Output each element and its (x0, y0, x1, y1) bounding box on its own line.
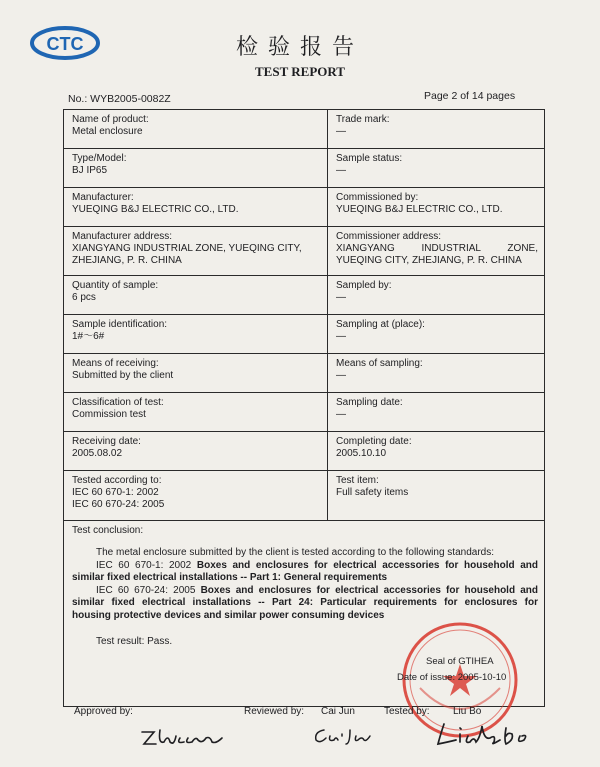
sample-identification-cell (64, 315, 328, 354)
approver-signature (138, 724, 228, 750)
field-value: IEC 60 670-24: 2005 (72, 499, 165, 510)
field-label: Classification of test: (72, 397, 164, 408)
logo-text: CTC (46, 34, 84, 54)
conclusion-intro: The metal enclosure submitted by the client is tested according to the following standards: (96, 547, 494, 558)
field-label: Tested according to: (72, 475, 162, 486)
field-value: — (336, 292, 346, 303)
table-row (64, 110, 545, 149)
field-value: XIANGYANG INDUSTRIAL ZONE, (336, 243, 538, 254)
tester-signature (430, 720, 540, 750)
sampling-place-cell (328, 315, 545, 354)
field-label: Sample identification: (72, 319, 168, 330)
field-value: BJ IP65 (72, 165, 108, 176)
standard-2-title-cont-2: housing protective devices and similar power consuming devices (72, 609, 385, 621)
field-value: YUEQING B&J ELECTRIC CO., LTD. (336, 204, 503, 215)
classification-cell (64, 393, 328, 432)
standard-1-title-cont: similar fixed electrical installations -- Part 1: General requirements (72, 572, 388, 583)
table-row (64, 227, 545, 276)
means-of-sampling-cell (328, 354, 545, 393)
commissioner-address-cell (328, 227, 545, 276)
test-result: Test result: Pass. (96, 636, 173, 647)
tested-according-cell (64, 471, 328, 521)
field-label: Commissioner address: (336, 231, 442, 242)
table-row (64, 276, 545, 315)
standard-1-line (72, 560, 538, 573)
standard-2-title: Boxes and enclosures for electrical accessories for household and (200, 584, 538, 596)
standard-1-title: Boxes and enclosures for electrical accessories for household and (196, 559, 538, 571)
quantity-cell (64, 276, 328, 315)
field-value: IEC 60 670-1: 2002 (72, 487, 159, 498)
field-value: Full safety items (336, 487, 409, 498)
conclusion-body (72, 547, 538, 622)
table-row (64, 354, 545, 393)
field-label: Receiving date: (72, 436, 141, 447)
field-label: Sampling at (place): (336, 319, 425, 330)
field-value: YUEQING B&J ELECTRIC CO., LTD. (72, 204, 239, 215)
sampling-date-cell (328, 393, 545, 432)
field-value: Commission test (72, 409, 146, 420)
field-value: 2005.08.02 (72, 448, 123, 459)
page-count: Page 2 of 14 pages (424, 90, 516, 102)
reviewed-by-label: Reviewed by: (244, 706, 305, 717)
field-label: Means of receiving: (72, 358, 159, 369)
table-row (64, 471, 545, 521)
field-value: 2005.10.10 (336, 448, 387, 459)
field-label: Commissioned by: (336, 192, 419, 203)
table-row (64, 315, 545, 354)
field-value: — (336, 370, 346, 381)
trade-mark-cell (328, 110, 545, 149)
field-label: Manufacturer: (72, 192, 134, 203)
field-label: Completing date: (336, 436, 412, 447)
conclusion-title: Test conclusion: (72, 525, 144, 536)
manufacturer-address-cell (64, 227, 328, 276)
table-row (64, 393, 545, 432)
commissioned-by-cell (328, 188, 545, 227)
standard-2-code: IEC 60 670-24: 2005 (96, 584, 201, 596)
tested-by-label: Tested by: (384, 706, 430, 717)
manufacturer-cell (64, 188, 328, 227)
sample-status-cell (328, 149, 545, 188)
field-value: — (336, 331, 346, 342)
field-value: YUEQING CITY, ZHEJIANG, P. R. CHINA (336, 255, 522, 266)
test-item-cell (328, 471, 545, 521)
field-label: Test item: (336, 475, 379, 486)
field-label: Sample status: (336, 153, 403, 164)
field-value: XIANGYANG INDUSTRIAL ZONE, YUEQING CITY, ZHEJIANG, P. R. CHINA (72, 243, 302, 266)
type-model-cell (64, 149, 328, 188)
title-english: TEST REPORT (255, 64, 345, 79)
table-row (64, 188, 545, 227)
field-label: Trade mark: (336, 114, 390, 125)
field-label: Sampling date: (336, 397, 403, 408)
field-value: 6 pcs (72, 292, 96, 303)
issue-date: Date of issue: 2005-10-10 (397, 672, 507, 683)
field-label: Quantity of sample: (72, 280, 159, 291)
table-row (64, 432, 545, 471)
field-value: — (336, 165, 346, 176)
field-value: 1#～6# (72, 331, 105, 342)
field-value: Metal enclosure (72, 126, 143, 137)
title-chinese: 检验报告 (235, 35, 364, 60)
receiving-date-cell (64, 432, 328, 471)
table-row (64, 149, 545, 188)
completing-date-cell (328, 432, 545, 471)
name-of-product-cell (64, 110, 328, 149)
means-of-receiving-cell (64, 354, 328, 393)
field-value: Submitted by the client (72, 370, 174, 381)
approved-by-label: Approved by: (74, 706, 133, 717)
field-label: Sampled by: (336, 280, 392, 291)
tested-by-name: Liu Bo (453, 706, 482, 717)
field-label: Means of sampling: (336, 358, 423, 369)
report-number: No.: WYB2005-0082Z (68, 93, 171, 105)
seal-name: Seal of GTIHEA (426, 656, 494, 667)
field-value: — (336, 126, 346, 137)
field-label: Type/Model: (72, 153, 127, 164)
sampled-by-cell (328, 276, 545, 315)
field-value: — (336, 409, 346, 420)
standard-1-code: IEC 60 670-1: 2002 (96, 559, 197, 571)
standard-2-title-cont: similar fixed electrical installations -- Part 24: Particular requirements for enclosures for (72, 597, 538, 608)
standard-2-line (72, 585, 538, 598)
field-label: Name of product: (72, 114, 149, 125)
field-label: Manufacturer address: (72, 231, 173, 242)
reviewer-signature (310, 724, 376, 748)
reviewed-by-name: Cai Jun (321, 706, 355, 717)
